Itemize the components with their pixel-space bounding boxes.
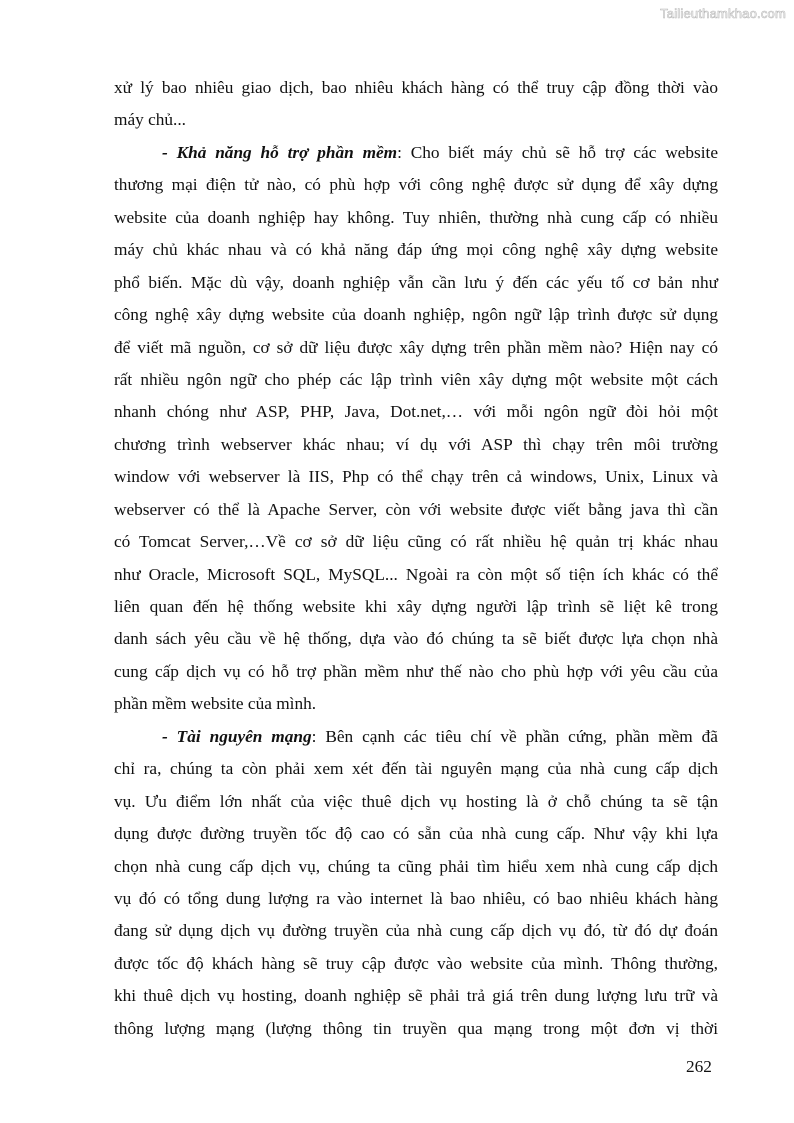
document-body [114,74,718,1047]
text-line: chọn nhà cung cấp dịch vụ, chúng ta cũng phải tìm hiểu xem nhà cung cấp dịch [114,856,718,876]
text-line: vụ đó có tổng dung lượng ra vào internet là bao nhiêu, có bao nhiêu khách hàng [114,888,718,908]
text-line: rất nhiều ngôn ngữ cho phép các lập trình viên xây dựng một website một cách [114,369,718,389]
text-line: danh sách yêu cầu về hệ thống, dựa vào đó chúng ta sẽ biết được lựa chọn nhà [114,629,718,649]
section-lead-software-support: - Khả năng hỗ trợ phần mềm: Cho biết máy chủ sẽ hỗ trợ các website [162,142,718,162]
text-line: chỉ ra, chúng ta còn phải xem xét đến tài nguyên mạng của nhà cung cấp dịch [114,759,718,779]
bold-italic-heading: - Tài nguyên mạng [162,726,312,746]
bold-italic-heading: - Khả năng hỗ trợ phần mềm [162,142,398,162]
section-lead-network-resources: - Tài nguyên mạng: Bên cạnh các tiêu chí về phần cứng, phần mềm đã [162,726,718,746]
text-line: webserver có thể là Apache Server, còn với website được viết bằng java thì cần [114,499,718,519]
text-line: công nghệ xây dựng website của doanh nghiệp, ngôn ngữ lập trình được sử dụng [114,305,718,325]
text-line: window với webserver là IIS, Php có thể chạy trên cả windows, Unix, Linux và [114,467,718,487]
text-line: được tốc độ khách hàng sẽ truy cập được vào website của mình. Thông thường, [114,953,718,973]
text-line: thông lượng mạng (lượng thông tin truyền qua mạng trong một đơn vị thời [114,1018,718,1038]
text-line: vụ. Ưu điểm lớn nhất của việc thuê dịch vụ hosting là ở chỗ chúng ta sẽ tận [114,791,718,811]
page-number: 262 [686,1057,712,1076]
text-line: đang sử dụng dịch vụ đường truyền của nhà cung cấp dịch vụ đó, từ đó dự đoán [114,921,718,941]
text-line: website của doanh nghiệp hay không. Tuy nhiên, thường nhà cung cấp có nhiều [114,207,718,227]
text-line: phần mềm website của mình. [114,694,317,714]
text-line: liên quan đến hệ thống website khi xây dựng người lập trình sẽ liệt kê trong [114,597,718,616]
text-line: máy chủ... [114,110,186,130]
text-line: chương trình webserver khác nhau; ví dụ với ASP thì chạy trên môi trường [114,434,718,454]
text-line: thương mại điện tử nào, có phù hợp với công nghệ được sử dụng để xây dựng [114,175,718,195]
text-line: phổ biến. Mặc dù vậy, doanh nghiệp vẫn cần lưu ý đến các yếu tố cơ bản như [114,272,718,292]
text-line: để viết mã nguồn, cơ sở dữ liệu được xây dựng trên phần mềm nào? Hiện nay có [114,337,718,357]
text-line: máy chủ khác nhau và có khả năng đáp ứng mọi công nghệ xây dựng website [114,240,718,260]
text-line: như Oracle, Microsoft SQL, MySQL... Ngoài ra còn một số tiện ích khác có thể [114,564,718,584]
text-line: có Tomcat Server,…Về cơ sở dữ liệu cũng có rất nhiều hệ quản trị khác nhau [114,532,718,552]
text-line: dụng được đường truyền tốc độ cao có sẵn của nhà cung cấp. Như vậy khi lựa [114,824,718,844]
text-line: nhanh chóng như ASP, PHP, Java, Dot.net,… với mỗi ngôn ngữ đòi hỏi một [114,402,718,422]
watermark: Tailieuthamkhao.com [660,6,786,21]
text-line: khi thuê dịch vụ hosting, doanh nghiệp sẽ phải trả giá trên dung lượng lưu trữ và [114,986,718,1006]
text-line: cung cấp dịch vụ có hỗ trợ phần mềm như thế nào cho phù hợp với yêu cầu của [114,661,718,681]
text-line: xử lý bao nhiêu giao dịch, bao nhiêu khách hàng có thể truy cập đồng thời vào [114,78,718,97]
